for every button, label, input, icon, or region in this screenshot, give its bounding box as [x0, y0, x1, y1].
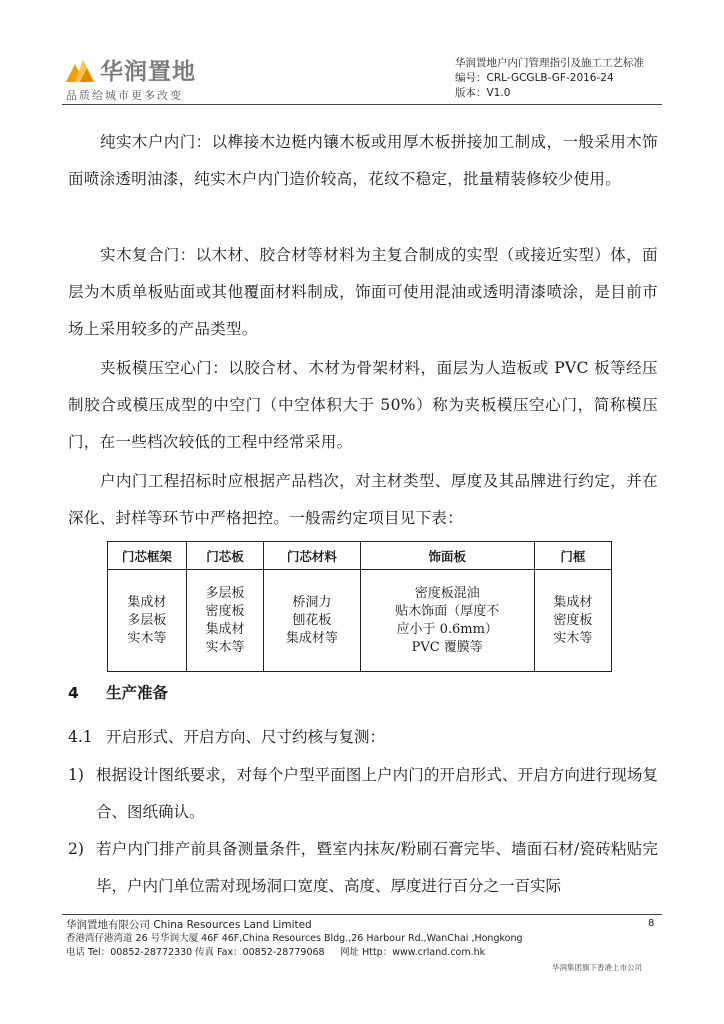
section-heading — [68, 681, 168, 703]
col-header-door-frame: 门框 — [534, 542, 611, 570]
subsection-title: 开启形式、开启方向、尺寸约核与复测： — [106, 728, 386, 746]
cell-facing — [360, 570, 534, 672]
cell-line: 桥洞力 — [292, 594, 332, 610]
cell-line: 集成材 — [553, 594, 593, 610]
footer-contact — [66, 946, 523, 960]
footer — [66, 918, 523, 960]
material-table — [107, 541, 612, 672]
cell-line: 集成材 — [205, 621, 245, 637]
cell-line: 刨花板 — [292, 612, 332, 628]
cell-line: 集成材 — [127, 594, 167, 610]
cell-line: 实木等 — [205, 639, 245, 655]
cell-line: 多层板 — [127, 612, 167, 628]
col-header-core-board: 门芯板 — [186, 542, 263, 570]
cell-core-frame — [108, 570, 187, 672]
cell-line: 多层板 — [205, 585, 245, 601]
footer-company: 华润置地有限公司 China Resources Land Limited — [66, 919, 312, 931]
document-meta — [455, 56, 644, 101]
section-number: 4 — [68, 684, 79, 702]
logo-mark-icon — [66, 54, 94, 82]
cell-line: 实木等 — [553, 630, 593, 646]
footer-web: 网址 Http：www.crland.com.hk — [340, 947, 486, 958]
col-header-core-material: 门芯材料 — [264, 542, 361, 570]
cell-line: 集成材等 — [285, 630, 338, 646]
cell-line: 应小于 0.6mm） — [396, 621, 498, 637]
list-item-number: 1) — [68, 766, 84, 784]
cell-line: PVC 覆膜等 — [411, 639, 483, 655]
subsection-heading — [68, 725, 385, 747]
listed-company-note: 华润集团旗下香港上市公司 — [552, 963, 642, 972]
table-row — [108, 570, 612, 672]
col-header-core-frame: 门芯框架 — [108, 542, 187, 570]
cell-core-material — [264, 570, 361, 672]
paragraph-composite-door: 实木复合门：以木材、胶合材等材料为主复合制成的实型（或接近实型）体，面层为木质单板贴面或其他覆面材料制成，饰面可使用混油或透明清漆喷涂，是目前市场上采用较多的产品类型。 — [68, 246, 658, 338]
subsection-number: 4.1 — [68, 728, 93, 746]
page-number: 8 — [648, 918, 655, 929]
doc-number: 编号：CRL-GCGLB-GF-2016-24 — [455, 72, 614, 84]
table-header-row — [108, 542, 612, 570]
cell-core-board — [186, 570, 263, 672]
paragraph-hollow-door: 夹板模压空心门：以胶合材、木材为骨架材料，面层为人造板或 PVC 板等经压制胶合或模压成型的中空门（中空体积大于 50%）称为夹板模压空心门，简称模压门，在一些档次较低的工程中经常采用。 — [68, 359, 658, 451]
section-title: 生产准备 — [106, 684, 169, 702]
col-header-facing: 饰面板 — [360, 542, 534, 570]
cell-line: 密度板 — [553, 612, 593, 628]
footer-divider — [62, 914, 662, 915]
footer-address: 香港湾仔港湾道 26 号华润大厦 46F 46F,China Resources Bldg.,26 Harbour Rd.,WanChai ,Hongkong — [66, 933, 523, 944]
logo-slogan: 品质给城市更多改变 — [66, 89, 183, 102]
logo-text: 华润置地 — [100, 59, 196, 85]
paragraph-tender-notes: 户内门工程招标时应根据产品档次，对主材类型、厚度及其品牌进行约定，并在深化、封样等环节中严格把控。一般需约定项目见下表： — [68, 472, 658, 527]
footer-tel: 电话 Tel：00852-28772330 — [66, 947, 193, 958]
doc-title: 华润置地户内门管理指引及施工工艺标准 — [455, 57, 644, 69]
list-item — [68, 831, 658, 905]
doc-version: 版本：V1.0 — [455, 87, 511, 99]
cell-line: 实木等 — [127, 630, 167, 646]
list-item-text: 根据设计图纸要求，对每个户型平面图上户内门的开启形式、开启方向进行现场复合、图纸确认。 — [96, 766, 658, 821]
cell-line: 密度板混油 — [414, 585, 480, 601]
cell-line: 密度板 — [205, 603, 245, 619]
list-item-number: 2) — [68, 840, 84, 858]
header-divider — [62, 104, 662, 105]
list-item — [68, 757, 658, 831]
paragraph-solid-wood-door: 纯实木户内门：以榫接木边梃内镶木板或用厚木板拼接加工制成，一般采用木饰面喷涂透明油漆，纯实木户内门造价较高，花纹不稳定，批量精装修较少使用。 — [68, 133, 658, 188]
footer-fax: 传真 Fax：00852-28779068 — [195, 947, 325, 958]
cell-line: 贴木饰面（厚度不 — [395, 603, 500, 619]
cell-door-frame — [534, 570, 611, 672]
list-item-text: 若户内门排产前具备测量条件，暨室内抹灰/粉刷石膏完毕、墙面石材/瓷砖粘贴完毕，户内门单位需对现场洞口宽度、高度、厚度进行百分之一百实际 — [96, 840, 658, 895]
